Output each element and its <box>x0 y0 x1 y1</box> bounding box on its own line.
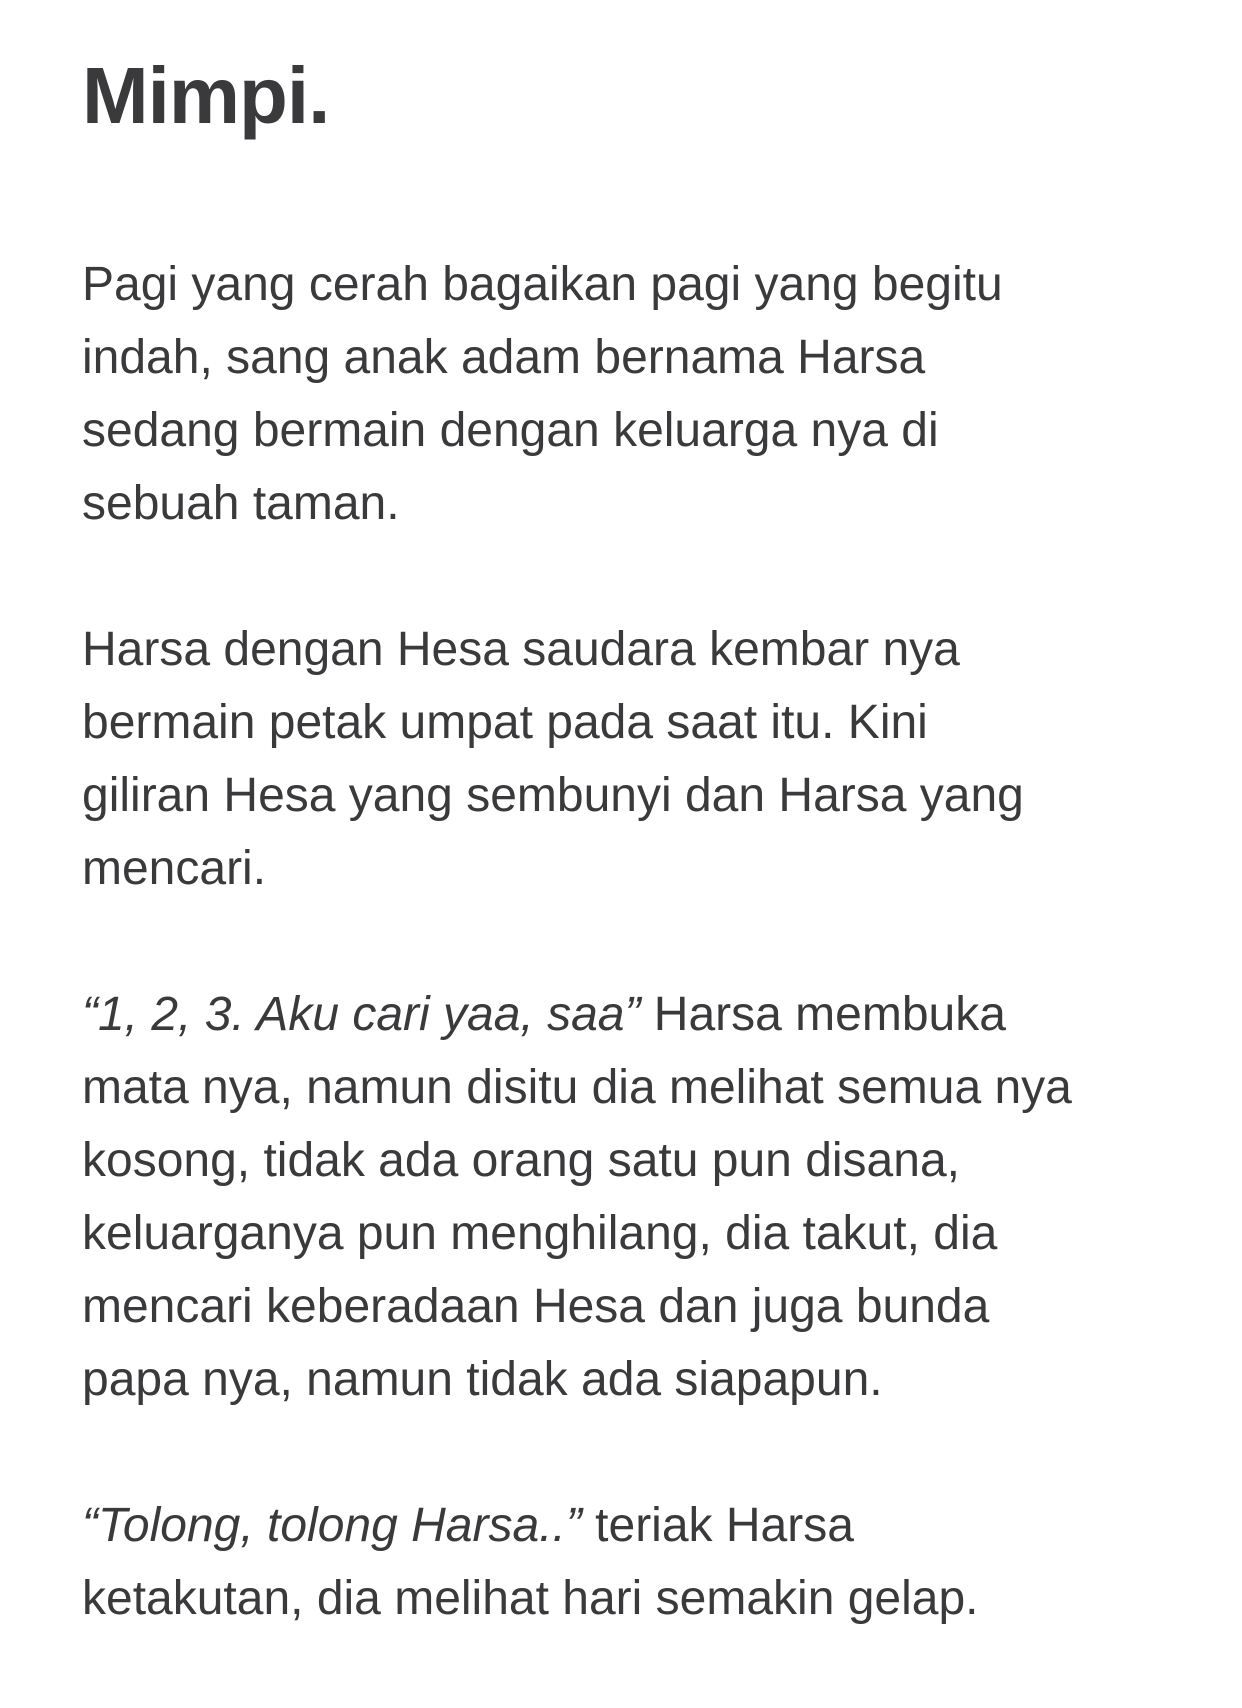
paragraph-1 <box>82 248 1182 540</box>
paragraph-3-line-6: papa nya, namun tidak ada siapapun. <box>82 1353 883 1406</box>
page-title: Mimpi. <box>82 51 330 140</box>
paragraph-4-line-1-rest: teriak Harsa <box>581 1499 854 1552</box>
paragraph-3 <box>82 978 1182 1416</box>
paragraph-3-line-4: keluarganya pun menghilang, dia takut, dia <box>82 1207 998 1260</box>
paragraph-2-line-4: mencari. <box>82 842 267 895</box>
paragraph-2 <box>82 613 1182 905</box>
paragraph-3-quote: “1, 2, 3. Aku cari yaa, saa” <box>82 988 641 1041</box>
document-page <box>82 48 1182 1708</box>
paragraph-3-line-1-rest: Harsa membuka <box>640 988 1006 1041</box>
paragraph-1-line-4: sebuah taman. <box>82 477 400 530</box>
paragraph-4 <box>82 1489 1182 1635</box>
paragraph-1-line-1: Pagi yang cerah bagaikan pagi yang begitu <box>82 258 1003 311</box>
paragraph-4-quote: “Tolong, tolong Harsa..” <box>82 1499 582 1552</box>
paragraph-2-line-1: Harsa dengan Hesa saudara kembar nya <box>82 623 960 676</box>
article-body <box>82 248 1182 1635</box>
paragraph-1-line-3: sedang bermain dengan keluarga nya di <box>82 404 939 457</box>
paragraph-3-line-3: kosong, tidak ada orang satu pun disana, <box>82 1134 960 1187</box>
paragraph-2-line-2: bermain petak umpat pada saat itu. Kini <box>82 696 928 749</box>
paragraph-1-line-2: indah, sang anak adam bernama Harsa <box>82 331 926 384</box>
paragraph-4-line-2: ketakutan, dia melihat hari semakin gelap. <box>82 1572 979 1625</box>
paragraph-3-line-5: mencari keberadaan Hesa dan juga bunda <box>82 1280 990 1333</box>
paragraph-2-line-3: giliran Hesa yang sembunyi dan Harsa yang <box>82 769 1024 822</box>
paragraph-3-line-2: mata nya, namun disitu dia melihat semua nya <box>82 1061 1072 1114</box>
